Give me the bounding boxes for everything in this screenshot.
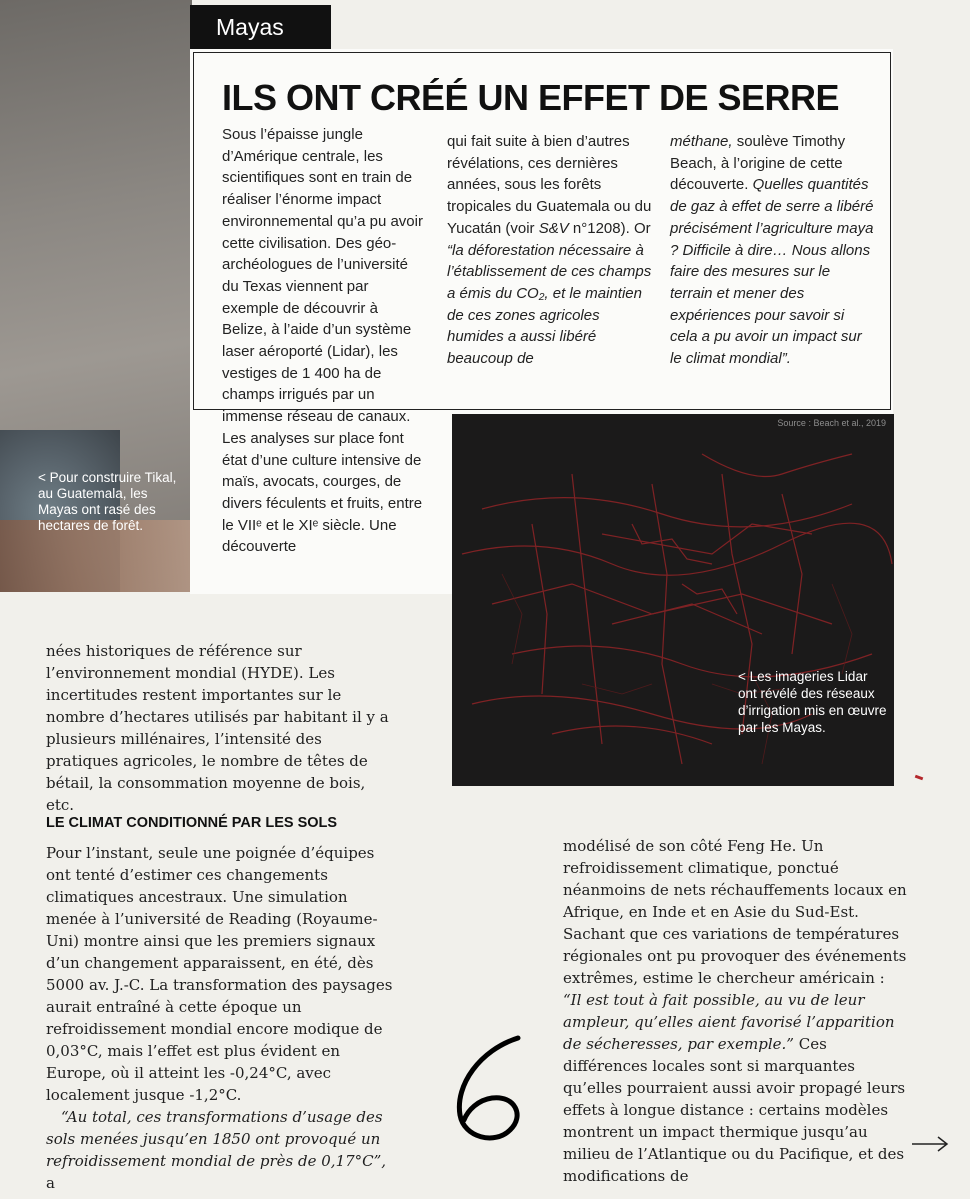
lower-left-quote: “Au total, ces transformations d’usage des sols menées jusqu’en 1850 ont provoqué un refroidissement mondial de près de 0,17°C”, <box>46 1108 387 1170</box>
lower-left-paragraph-2 <box>46 1106 394 1194</box>
col3-quote: Quelles quantités de gaz à effet de serre a libéré précisément l’agriculture maya ? Difficile à dire… Nous allons faire des mesures sur le terrain et mener des expériences pour savoir si cela a pu avoir un impact sur le climat mondial”. <box>670 176 874 368</box>
lower-right-p1: modélisé de son côté Feng He. Un refroidissement climatique, ponctué néanmoins de nets réchauffements locaux en Afrique, en Inde et en Asie du Sud-Est. Sachant que ces variations de températures régionales ont pu provoquer des événements extrêmes, estime le chercheur américain : <box>563 837 907 987</box>
lower-right-text <box>563 835 907 1187</box>
photo-caption: < Pour construire Tikal, au Guatemala, les Mayas ont rasé des hectares de forêt. <box>38 470 177 533</box>
col2-quote: “la déforestation nécessaire à l’établissement de ces champs a émis du CO₂, et le maintien de ces zones agricoles humides a aussi libéré beaucoup de <box>447 241 652 368</box>
article-column-1: Sous l’épaisse jungle d’Amérique centrale, les scientifiques sont en train de réaliser l’énorme impact environnemental qu’a pu avoir cette civilisation. Des géo-archéologues de l’université du Texas viennent par exemple de découvrir à Belize, à l’aide d’un système laser aéroporté (Lidar), les vestiges de 1 400 ha de champs irrigués par un immense réseau de canaux. Les analyses sur place font état d’une culture intensive de maïs, avocats, courges, de divers féculents et fruits, entre le VIIᵉ et le XIᵉ siècle. Une découverte <box>222 126 423 556</box>
section-title: LE CLIMAT CONDITIONNÉ PAR LES SOLS <box>46 815 338 831</box>
section-tag: Mayas <box>190 5 331 49</box>
article-column-2 <box>447 131 657 370</box>
sv-magazine-name: S&V <box>538 219 569 237</box>
lidar-source: Source : Beach et al., 2019 <box>777 418 886 428</box>
lower-left-main-text <box>46 842 394 1194</box>
handwritten-number-6 <box>440 1030 540 1150</box>
col3-text: soulève Timothy Beach, à l’origine de cette découverte. <box>670 133 846 194</box>
col2-ref: n°1208). Or <box>568 219 651 237</box>
col2-text: qui fait suite à bien d’autres révélations, ces dernières années, sous les forêts tropicales du Guatemala ou du Yucatán (voir <box>447 133 652 237</box>
lower-left-paragraph-1: Pour l’instant, seule une poignée d’équipes ont tenté d’estimer ces changements climatiques ancestraux. Une simulation menée à l’université de Reading (Royaume-Uni) montre ainsi que les premiers signaux d’un changement apparaissent, en été, dès 5000 av. J.-C. La transformation des paysages aurait entraîné à cette époque un refroidissement mondial encore modique de 0,03°C, mais l’effet est plus évident en Europe, où il atteint les -0,24°C, avec localement jusque -1,2°C. <box>46 844 393 1104</box>
lower-left-p2-end: a <box>46 1174 55 1192</box>
lower-left-top-text: nées historiques de référence sur l’environnement mondial (HYDE). Les incertitudes restent importantes sur le nombre d’hectares utilisés par habitant il y a plusieurs millénaires, l’intensité des pratiques agricoles, le nombre de têtes de bétail, la consommation moyenne de bois, etc. <box>46 642 389 814</box>
lidar-caption: < Les imageries Lidar ont révélé des réseaux d’irrigation mis en œuvre par les Mayas. <box>738 669 887 735</box>
article-column-3 <box>670 131 875 370</box>
article-headline: ILS ONT CRÉÉ UN EFFET DE SERRE <box>222 77 840 118</box>
print-mark <box>915 775 924 781</box>
lower-right-p2: Ces différences locales sont si marquantes qu’elles pourraient aussi avoir propagé leurs effets à longue distance : certains modèles montrent un impact thermique jusqu’au milieu de l’Atlantique ou du Pacifique, et des modifications de <box>563 1035 906 1185</box>
continue-arrow-icon <box>910 1135 950 1153</box>
col3-quote-end: méthane, <box>670 133 733 150</box>
lidar-image <box>452 414 894 786</box>
lower-right-quote: “Il est tout à fait possible, au vu de leur ampleur, qu’elles aient favorisé l’apparition de sécheresses, par exemple.” <box>563 991 895 1053</box>
